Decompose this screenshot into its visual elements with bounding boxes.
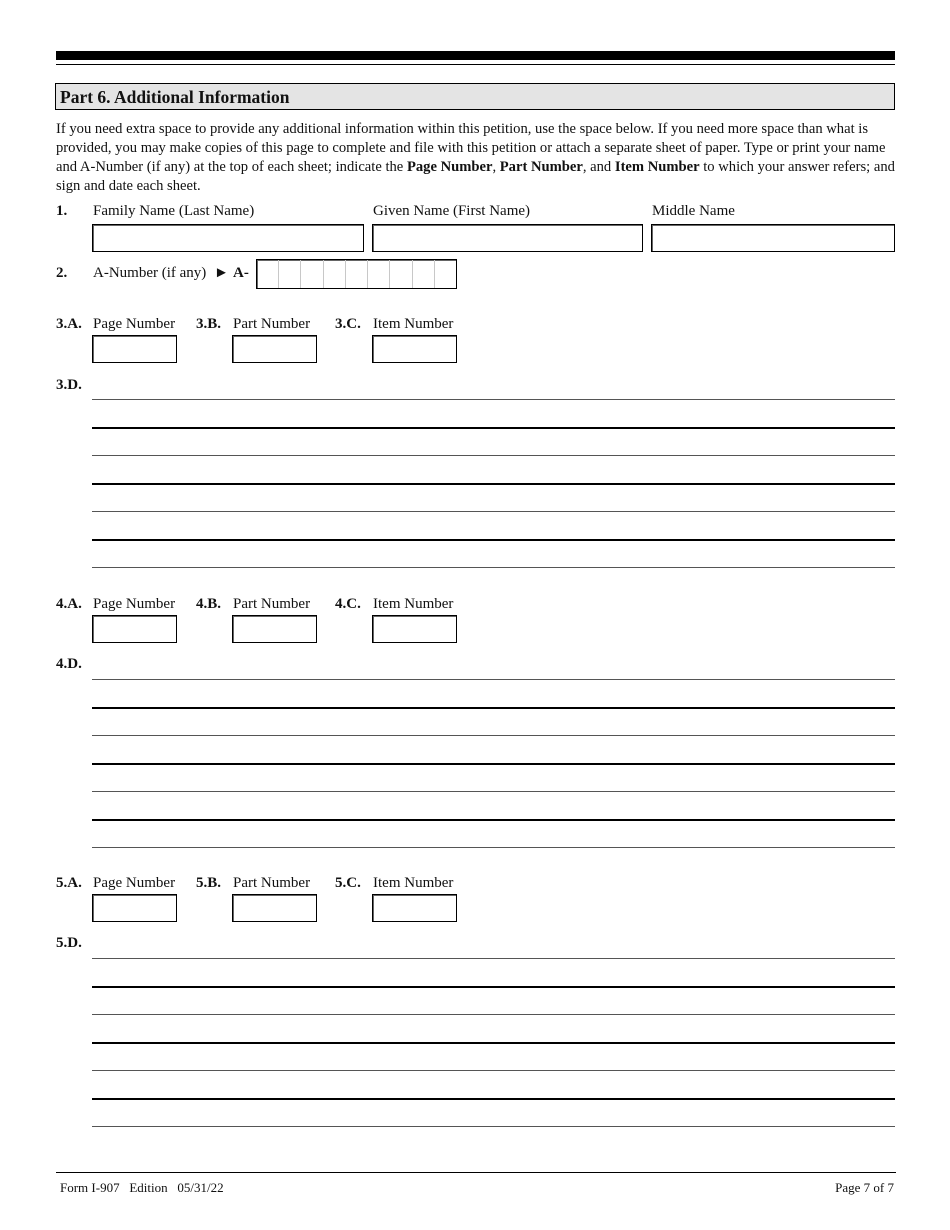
block-4-page-field[interactable]	[92, 615, 177, 643]
block-3-part-field[interactable]	[232, 335, 317, 363]
block-3-item-number: 3.C.	[335, 316, 361, 332]
middle-name-label: Middle Name	[652, 203, 735, 219]
a-number-digit	[324, 260, 346, 288]
block-5-item-number: 5.C.	[335, 875, 361, 891]
a-number-digit	[390, 260, 412, 288]
block-4-answer-line[interactable]	[92, 819, 895, 821]
a-number-field[interactable]	[256, 259, 457, 289]
block-5-text-number: 5.D.	[56, 935, 82, 951]
a-number-label: A-Number (if any)	[93, 265, 207, 281]
footer-form-edition: Form I-907 Edition 05/31/22	[60, 1180, 224, 1195]
block-5-item-label: Item Number	[373, 875, 454, 891]
item-1-number: 1.	[56, 203, 68, 219]
top-rule-thick	[56, 51, 895, 60]
block-3-text-number: 3.D.	[56, 377, 82, 393]
block-4-part-number: 4.B.	[196, 596, 222, 612]
block-4-part-label: Part Number	[233, 596, 311, 612]
block-3-page-field[interactable]	[92, 335, 177, 363]
block-3-answer-line[interactable]	[92, 455, 895, 456]
block-5-answer-line[interactable]	[92, 1098, 895, 1100]
item-2-number: 2.	[56, 265, 68, 281]
block-5-answer-line[interactable]	[92, 986, 895, 988]
block-3-answer-line[interactable]	[92, 511, 895, 512]
family-name-label: Family Name (Last Name)	[93, 203, 255, 219]
arrow-right-icon: ►	[214, 265, 229, 281]
instructions-paragraph: If you need extra space to provide any additional information within this petition, use the space below. If you need more space than what is provided, you may make copies of this page to complete and file with this petition or attach a separate sheet of paper. Type or print your name and A-Number (if any) at the top of each sheet; indicate the Page Number, Part Number, and Item Number to which your answer refers; and sign and date each sheet.	[56, 121, 895, 194]
footer-page-number: Page 7 of 7	[835, 1180, 894, 1195]
block-4-item-number: 4.C.	[335, 596, 361, 612]
block-4-answer-line[interactable]	[92, 791, 895, 792]
a-number-digit	[257, 260, 279, 288]
block-4-answer-line[interactable]	[92, 763, 895, 765]
block-4-item-label: Item Number	[373, 596, 454, 612]
block-4-part-field[interactable]	[232, 615, 317, 643]
block-3-part-number: 3.B.	[196, 316, 222, 332]
block-5-part-label: Part Number	[233, 875, 311, 891]
block-3-page-label: Page Number	[93, 316, 176, 332]
block-5-part-number: 5.B.	[196, 875, 222, 891]
a-number-digit	[346, 260, 368, 288]
block-3-item-label: Item Number	[373, 316, 454, 332]
block-5-answer-line[interactable]	[92, 1042, 895, 1044]
block-5-answer-line[interactable]	[92, 1070, 895, 1071]
block-5-page-label: Page Number	[93, 875, 176, 891]
a-number-digit	[413, 260, 435, 288]
a-number-digit	[279, 260, 301, 288]
block-4-answer-line[interactable]	[92, 679, 895, 680]
block-3-answer-line[interactable]	[92, 539, 895, 541]
block-4-answer-line[interactable]	[92, 707, 895, 709]
a-number-digit	[435, 260, 456, 288]
block-3-part-label: Part Number	[233, 316, 311, 332]
block-5-item-field[interactable]	[372, 894, 457, 922]
part-header: Part 6. Additional Information	[55, 83, 895, 110]
block-5-answer-line[interactable]	[92, 1014, 895, 1015]
given-name-label: Given Name (First Name)	[373, 203, 531, 219]
middle-name-field[interactable]	[651, 224, 895, 252]
block-3-answer-line[interactable]	[92, 483, 895, 485]
block-5-answer-line[interactable]	[92, 958, 895, 959]
block-4-answer-line[interactable]	[92, 735, 895, 736]
a-number-digit	[368, 260, 390, 288]
block-4-text-number: 4.D.	[56, 656, 82, 672]
a-number-prefix: A-	[233, 265, 249, 281]
block-5-part-field[interactable]	[232, 894, 317, 922]
block-4-page-label: Page Number	[93, 596, 176, 612]
block-4-item-field[interactable]	[372, 615, 457, 643]
given-name-field[interactable]	[372, 224, 643, 252]
footer-rule	[56, 1172, 896, 1173]
block-5-answer-line[interactable]	[92, 1126, 895, 1127]
block-3-answer-line[interactable]	[92, 399, 895, 400]
block-5-page-number: 5.A.	[56, 875, 82, 891]
block-3-answer-line[interactable]	[92, 427, 895, 429]
a-number-digit	[301, 260, 323, 288]
block-4-answer-line[interactable]	[92, 847, 895, 848]
block-3-item-field[interactable]	[372, 335, 457, 363]
block-4-page-number: 4.A.	[56, 596, 82, 612]
block-3-answer-line[interactable]	[92, 567, 895, 568]
family-name-field[interactable]	[92, 224, 364, 252]
top-rule-thin	[56, 64, 895, 65]
block-5-page-field[interactable]	[92, 894, 177, 922]
block-3-page-number: 3.A.	[56, 316, 82, 332]
